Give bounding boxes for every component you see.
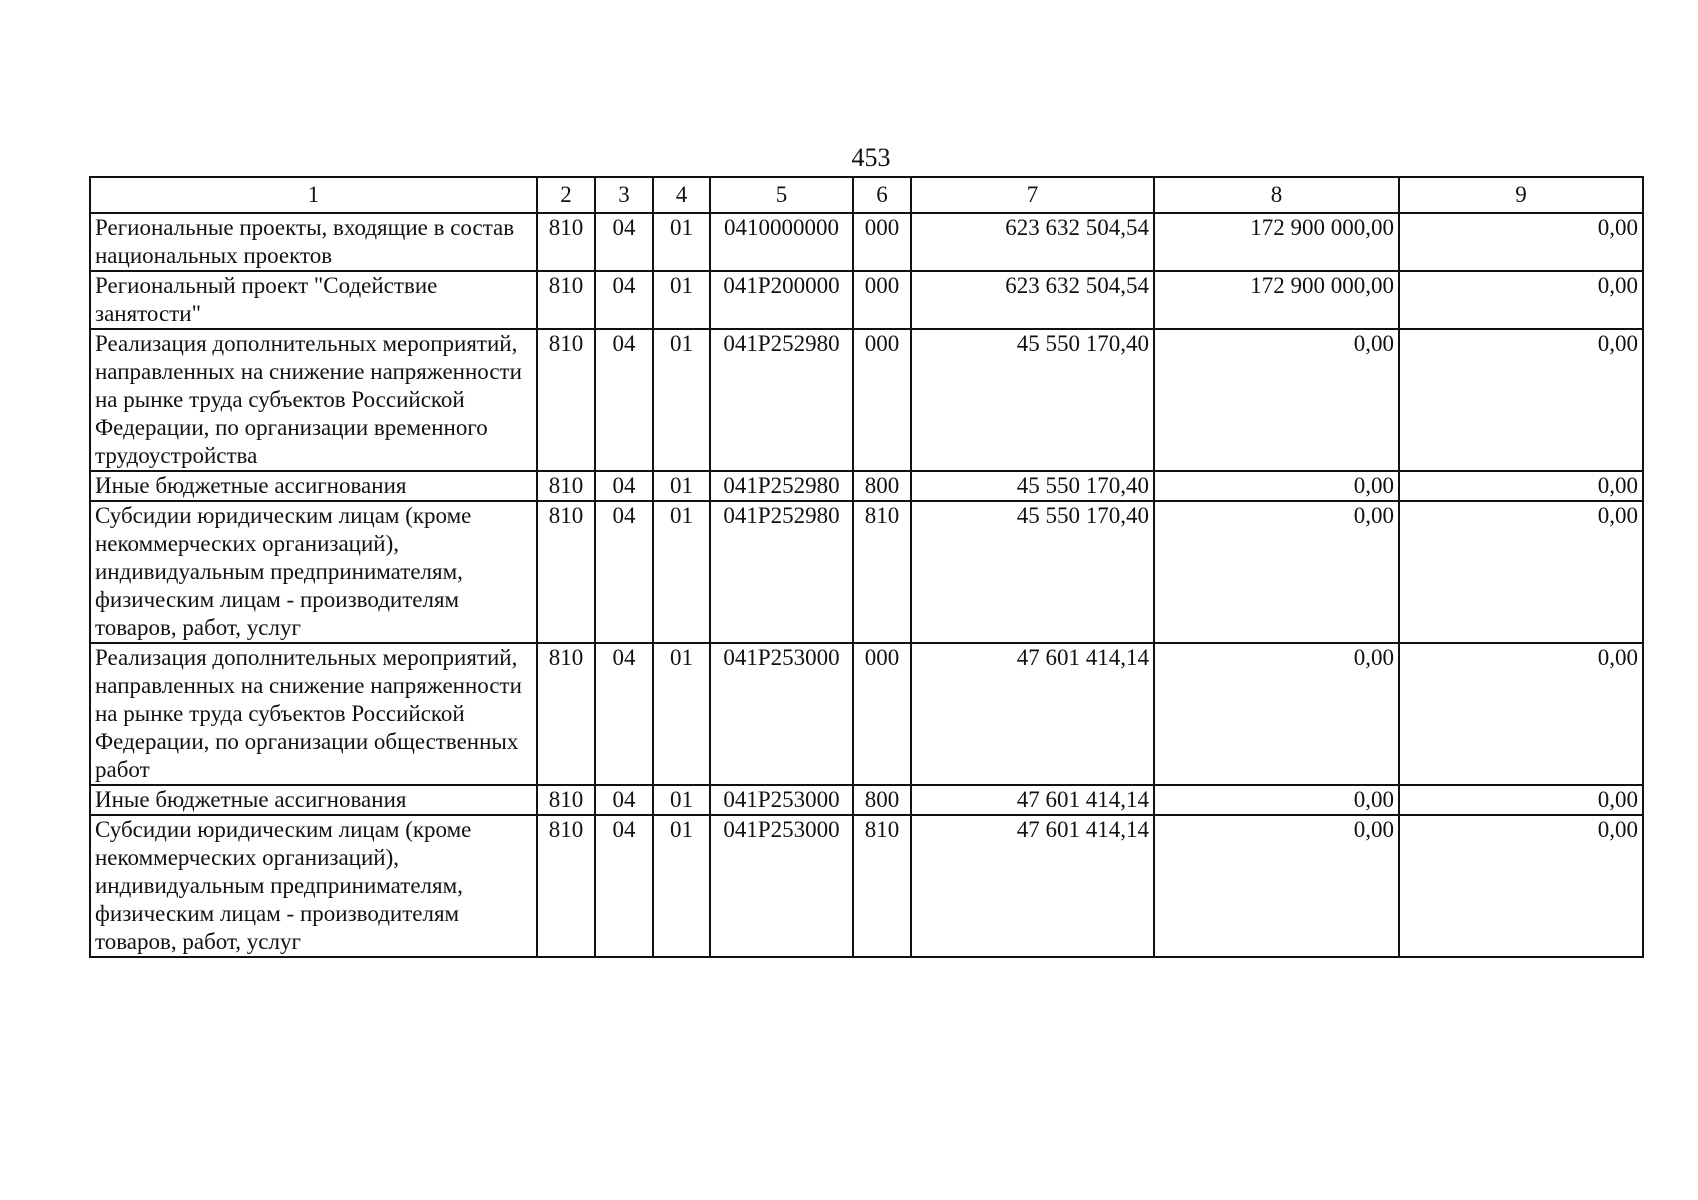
row-code-5: 041P253000 [710, 785, 853, 815]
row-amount-7: 45 550 170,40 [911, 501, 1154, 643]
row-code-3: 04 [595, 785, 653, 815]
row-code-3: 04 [595, 213, 653, 271]
row-code-5: 0410000000 [710, 213, 853, 271]
table-row [90, 329, 1643, 471]
row-name: Субсидии юридическим лицам (кроме некоммерческих организаций), индивидуальным предпринимателям, физическим лицам - производителям товаров, работ, услуг [90, 815, 537, 957]
column-header: 2 [537, 177, 595, 213]
row-name: Субсидии юридическим лицам (кроме некоммерческих организаций), индивидуальным предпринимателям, физическим лицам - производителям товаров, работ, услуг [90, 501, 537, 643]
row-amount-9: 0,00 [1399, 213, 1643, 271]
column-header: 8 [1154, 177, 1399, 213]
row-amount-8: 0,00 [1154, 643, 1399, 785]
table-row [90, 643, 1643, 785]
row-code-5: 041P253000 [710, 643, 853, 785]
row-code-2: 810 [537, 329, 595, 471]
row-amount-7: 623 632 504,54 [911, 271, 1154, 329]
row-amount-9: 0,00 [1399, 471, 1643, 501]
row-code-5: 041P252980 [710, 471, 853, 501]
row-code-3: 04 [595, 643, 653, 785]
table-row [90, 213, 1643, 271]
row-code-3: 04 [595, 815, 653, 957]
row-code-6: 800 [853, 471, 911, 501]
row-code-5: 041P200000 [710, 271, 853, 329]
row-amount-8: 0,00 [1154, 815, 1399, 957]
row-code-5: 041P253000 [710, 815, 853, 957]
row-amount-7: 623 632 504,54 [911, 213, 1154, 271]
row-code-4: 01 [653, 329, 710, 471]
header-row [90, 177, 1643, 213]
row-code-4: 01 [653, 271, 710, 329]
row-code-2: 810 [537, 643, 595, 785]
row-code-3: 04 [595, 329, 653, 471]
row-amount-8: 0,00 [1154, 785, 1399, 815]
row-code-2: 810 [537, 501, 595, 643]
column-header: 6 [853, 177, 911, 213]
row-code-6: 800 [853, 785, 911, 815]
row-amount-7: 45 550 170,40 [911, 471, 1154, 501]
row-amount-9: 0,00 [1399, 271, 1643, 329]
row-amount-9: 0,00 [1399, 501, 1643, 643]
row-amount-8: 172 900 000,00 [1154, 213, 1399, 271]
budget-table [89, 176, 1644, 958]
row-amount-9: 0,00 [1399, 643, 1643, 785]
row-code-6: 810 [853, 501, 911, 643]
row-amount-8: 0,00 [1154, 501, 1399, 643]
row-amount-9: 0,00 [1399, 785, 1643, 815]
row-code-4: 01 [653, 643, 710, 785]
row-name: Региональный проект "Содействие занятости" [90, 271, 537, 329]
row-name: Реализация дополнительных мероприятий, направленных на снижение напряженности на рынке труда субъектов Российской Федерации, по организации временного трудоустройства [90, 329, 537, 471]
table-row [90, 471, 1643, 501]
row-code-2: 810 [537, 785, 595, 815]
table-row [90, 785, 1643, 815]
row-code-6: 000 [853, 213, 911, 271]
column-header: 5 [710, 177, 853, 213]
row-amount-7: 47 601 414,14 [911, 785, 1154, 815]
column-header: 3 [595, 177, 653, 213]
page-number: 453 [851, 143, 891, 172]
row-code-5: 041P252980 [710, 501, 853, 643]
row-code-2: 810 [537, 271, 595, 329]
row-amount-8: 0,00 [1154, 329, 1399, 471]
row-code-4: 01 [653, 471, 710, 501]
row-code-4: 01 [653, 815, 710, 957]
column-header: 4 [653, 177, 710, 213]
row-code-5: 041P252980 [710, 329, 853, 471]
row-name: Региональные проекты, входящие в состав национальных проектов [90, 213, 537, 271]
row-code-3: 04 [595, 501, 653, 643]
row-code-2: 810 [537, 213, 595, 271]
table-row [90, 501, 1643, 643]
row-code-6: 000 [853, 271, 911, 329]
row-amount-7: 47 601 414,14 [911, 815, 1154, 957]
row-amount-7: 47 601 414,14 [911, 643, 1154, 785]
row-code-3: 04 [595, 471, 653, 501]
row-code-4: 01 [653, 501, 710, 643]
row-amount-9: 0,00 [1399, 815, 1643, 957]
row-name: Реализация дополнительных мероприятий, направленных на снижение напряженности на рынке труда субъектов Российской Федерации, по организации общественных работ [90, 643, 537, 785]
row-code-3: 04 [595, 271, 653, 329]
row-name: Иные бюджетные ассигнования [90, 785, 537, 815]
table-row [90, 815, 1643, 957]
row-code-6: 810 [853, 815, 911, 957]
row-code-4: 01 [653, 213, 710, 271]
row-amount-9: 0,00 [1399, 329, 1643, 471]
column-header: 1 [90, 177, 537, 213]
column-header: 9 [1399, 177, 1643, 213]
row-amount-8: 172 900 000,00 [1154, 271, 1399, 329]
row-code-4: 01 [653, 785, 710, 815]
row-amount-7: 45 550 170,40 [911, 329, 1154, 471]
row-code-6: 000 [853, 643, 911, 785]
row-amount-8: 0,00 [1154, 471, 1399, 501]
row-code-2: 810 [537, 815, 595, 957]
row-code-2: 810 [537, 471, 595, 501]
column-header: 7 [911, 177, 1154, 213]
row-code-6: 000 [853, 329, 911, 471]
table-row [90, 271, 1643, 329]
row-name: Иные бюджетные ассигнования [90, 471, 537, 501]
